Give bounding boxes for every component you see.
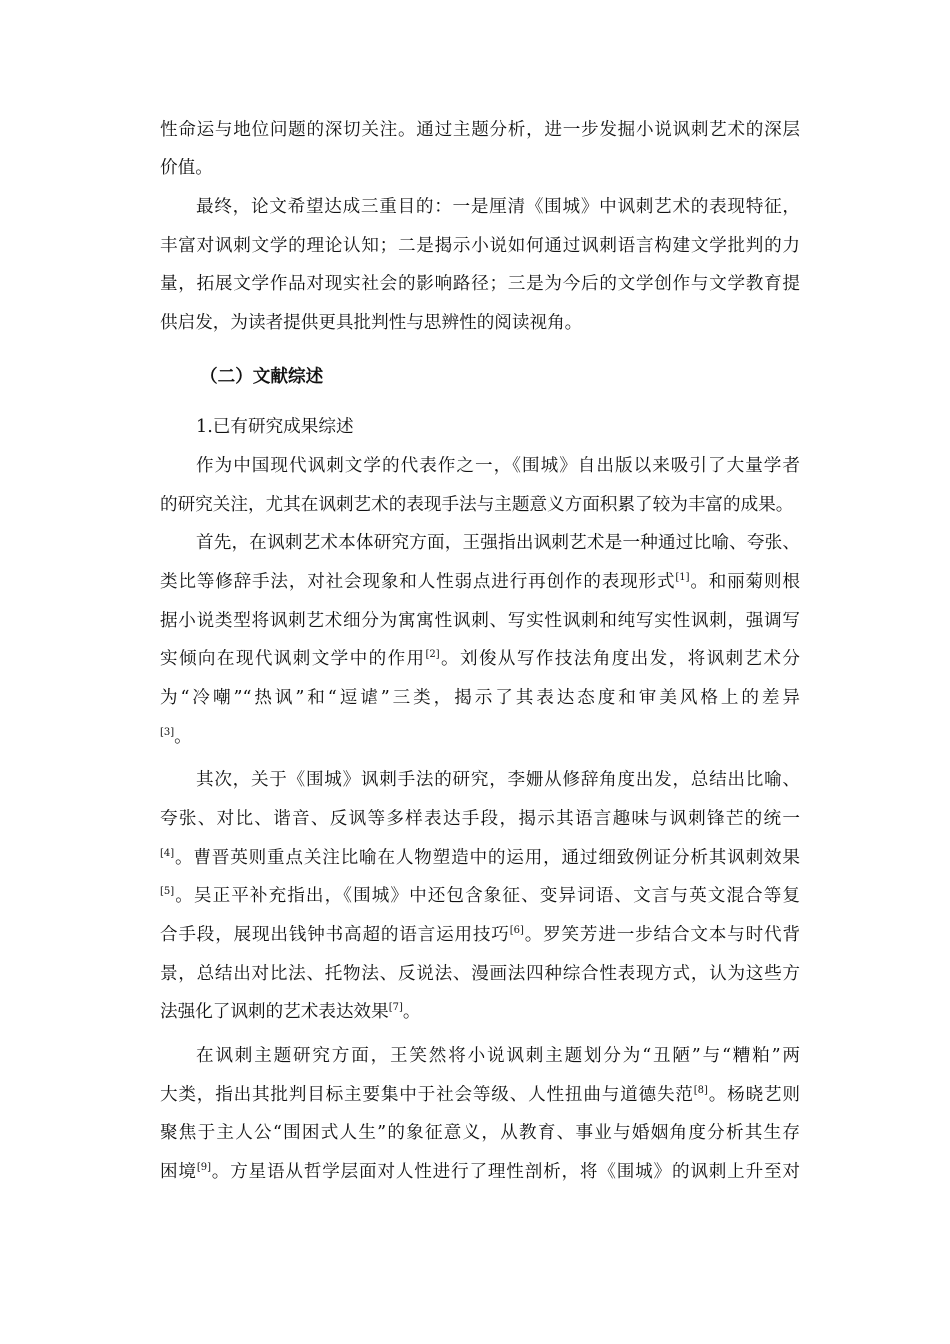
paragraph-line: 价值。	[160, 158, 213, 178]
paragraph-line: 类比等修辞手法，对社会现象和人性弱点进行再创作的表现形式[1]。和丽菊则根	[160, 572, 800, 592]
paragraph-line: 据小说类型将讽刺艺术细分为寓寓性讽刺、写实性讽刺和纯写实性讽刺，强调写	[160, 611, 800, 631]
citation-ref: [5]	[160, 886, 175, 897]
citation-ref: [1]	[675, 572, 690, 583]
paragraph-line: 夸张、对比、谐音、反讽等多样表达手段，揭示其语言趣味与讽刺锋芒的统一	[160, 809, 800, 829]
paragraph-line: 实倾向在现代讽刺文学中的作用[2]。刘俊从写作技法角度出发，将讽刺艺术分	[160, 649, 800, 669]
paragraph-line: [3]。	[160, 727, 192, 747]
paragraph-line: 性命运与地位问题的深切关注。通过主题分析，进一步发掘小说讽刺艺术的深层	[160, 120, 800, 140]
paragraph-line: 作为中国现代讽刺文学的代表作之一，《围城》自出版以来吸引了大量学者	[196, 456, 800, 476]
paragraph-line: [5]。吴正平补充指出，《围城》中还包含象征、变异词语、文言与英文混合等复	[160, 886, 800, 906]
citation-ref: [6]	[509, 925, 524, 936]
paragraph-line: 困境[9]。方星语从哲学层面对人性进行了理性剖析，将《围城》的讽刺上升至对	[160, 1162, 800, 1182]
section-heading: （二）文献综述	[200, 367, 324, 387]
paragraph-line: [4]。曹晋英则重点关注比喻在人物塑造中的运用，通过细致例证分析其讽刺效果	[160, 848, 800, 868]
paragraph-line: 首先，在讽刺艺术本体研究方面，王强指出讽刺艺术是一种通过比喻、夸张、	[196, 533, 800, 553]
paragraph-line: 最终，论文希望达成三重目的：一是厘清《围城》中讽刺艺术的表现特征，	[196, 197, 800, 217]
citation-ref: [4]	[160, 848, 175, 859]
paragraph-line: 的研究关注，尤其在讽刺艺术的表现手法与主题意义方面积累了较为丰富的成果。	[160, 495, 794, 515]
citation-ref: [2]	[425, 649, 440, 660]
sub-heading: 1.已有研究成果综述	[196, 417, 354, 437]
paragraph-line: 法强化了讽刺的艺术表达效果[7]。	[160, 1002, 421, 1022]
citation-ref: [8]	[693, 1085, 708, 1096]
paragraph-line: 为“冷嘲”“热讽”和“逗谑”三类，揭示了其表达态度和审美风格上的差异	[160, 688, 800, 708]
paragraph-line: 供启发，为读者提供更具批判性与思辨性的阅读视角。	[160, 313, 583, 333]
citation-ref: [9]	[196, 1162, 211, 1173]
paragraph-line: 量，拓展文学作品对现实社会的影响路径；三是为今后的文学创作与文学教育提	[160, 274, 800, 294]
citation-ref: [7]	[388, 1002, 403, 1013]
paragraph-line: 丰富对讽刺文学的理论认知；二是揭示小说如何通过讽刺语言构建文学批判的力	[160, 236, 800, 256]
paragraph-line: 其次，关于《围城》讽刺手法的研究，李姗从修辞角度出发，总结出比喻、	[196, 770, 800, 790]
paragraph-line: 大类，指出其批判目标主要集中于社会等级、人性扭曲与道德失范[8]。杨晓艺则	[160, 1085, 800, 1105]
citation-ref: [3]	[160, 727, 175, 738]
paragraph-line: 在讽刺主题研究方面，王笑然将小说讽刺主题划分为“丑陋”与“糟粕”两	[196, 1046, 800, 1066]
paragraph-line: 景，总结出对比法、托物法、反说法、漫画法四种综合性表现方式，认为这些方	[160, 964, 800, 984]
paragraph-line: 聚焦于主人公“围困式人生”的象征意义，从教育、事业与婚姻角度分析其生存	[160, 1123, 800, 1143]
paragraph-line: 合手段，展现出钱钟书高超的语言运用技巧[6]。罗笑芳进一步结合文本与时代背	[160, 925, 800, 945]
